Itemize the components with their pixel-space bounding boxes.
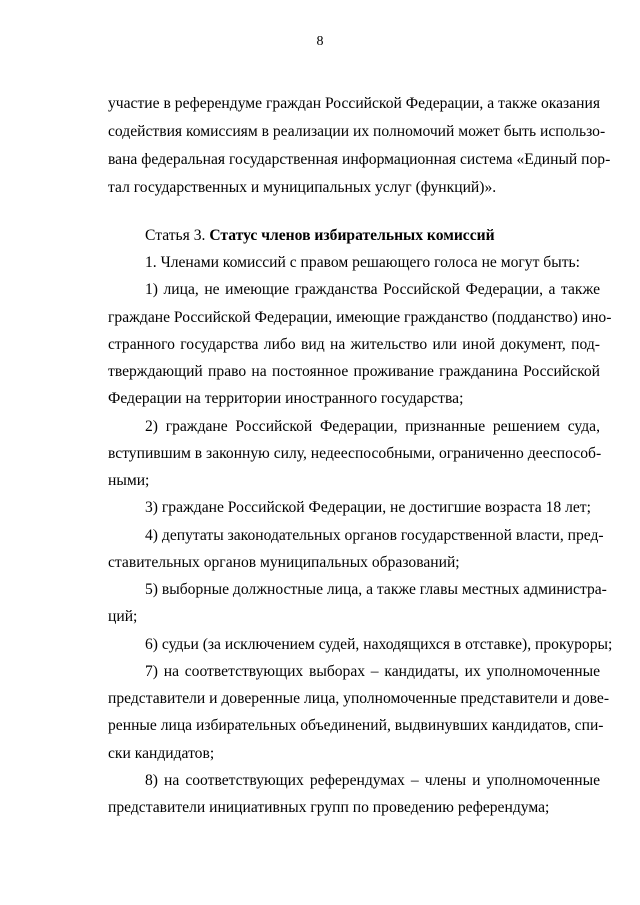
page-number: 8	[316, 34, 324, 49]
paragraph-line: 8) на соответствующих референдумах – члены и уполномоченные	[145, 772, 600, 789]
paragraph-line: 4) депутаты законодательных органов государственной власти, пред-	[145, 527, 604, 544]
paragraph-line: тверждающий право на постоянное проживание гражданина Российской	[108, 363, 600, 380]
paragraph-line: вана федеральная государственная информационная система «Единый пор-	[108, 151, 611, 168]
article-label: Статья 3.	[145, 227, 206, 244]
paragraph-line: Федерации на территории иностранного государства;	[108, 390, 464, 407]
paragraph-line: представители инициативных групп по проведению референдума;	[108, 799, 550, 816]
paragraph-line: вступившим в законную силу, недееспособными, ограниченно дееспособ-	[108, 445, 602, 462]
paragraph-line: 1) лица, не имеющие гражданства Российской Федерации, а также	[145, 281, 600, 298]
paragraph-line: 5) выборные должностные лица, а также главы местных администра-	[145, 581, 607, 598]
paragraph-line: ски кандидатов;	[108, 745, 215, 762]
paragraph-line: тал государственных и муниципальных услуг (функций)».	[108, 179, 497, 196]
paragraph-line: ций;	[108, 608, 138, 625]
paragraph-line: содействия комиссиям в реализации их полномочий может быть использо-	[108, 123, 606, 140]
paragraph-line: участие в референдуме граждан Российской Федерации, а также оказания	[108, 95, 600, 112]
paragraph-line: граждане Российской Федерации, имеющие гражданство (подданство) ино-	[108, 309, 612, 326]
paragraph-line: 3) граждане Российской Федерации, не достигшие возраста 18 лет;	[145, 499, 591, 516]
paragraph-line: 2) граждане Российской Федерации, признанные решением суда,	[145, 418, 600, 435]
article-heading	[145, 226, 600, 246]
paragraph-line: ными;	[108, 472, 150, 489]
paragraph-line: 6) судьи (за исключением судей, находящихся в отставке), прокуроры;	[145, 636, 613, 653]
article-title: Статус членов избирательных комиссий	[209, 227, 495, 244]
paragraph-line: 7) на соответствующих выборах – кандидаты, их уполномоченные	[145, 663, 600, 680]
paragraph-line: странного государства либо вид на жительство или иной документ, под-	[108, 336, 600, 353]
paragraph-line: ренные лица избирательных объединений, выдвинувших кандидатов, спи-	[108, 717, 604, 734]
paragraph-line: представители и доверенные лица, уполномоченные представители и дове-	[108, 690, 610, 707]
paragraph-line: ставительных органов муниципальных образований;	[108, 554, 460, 571]
paragraph-line: 1. Членами комиссий с правом решающего голоса не могут быть:	[145, 254, 580, 271]
